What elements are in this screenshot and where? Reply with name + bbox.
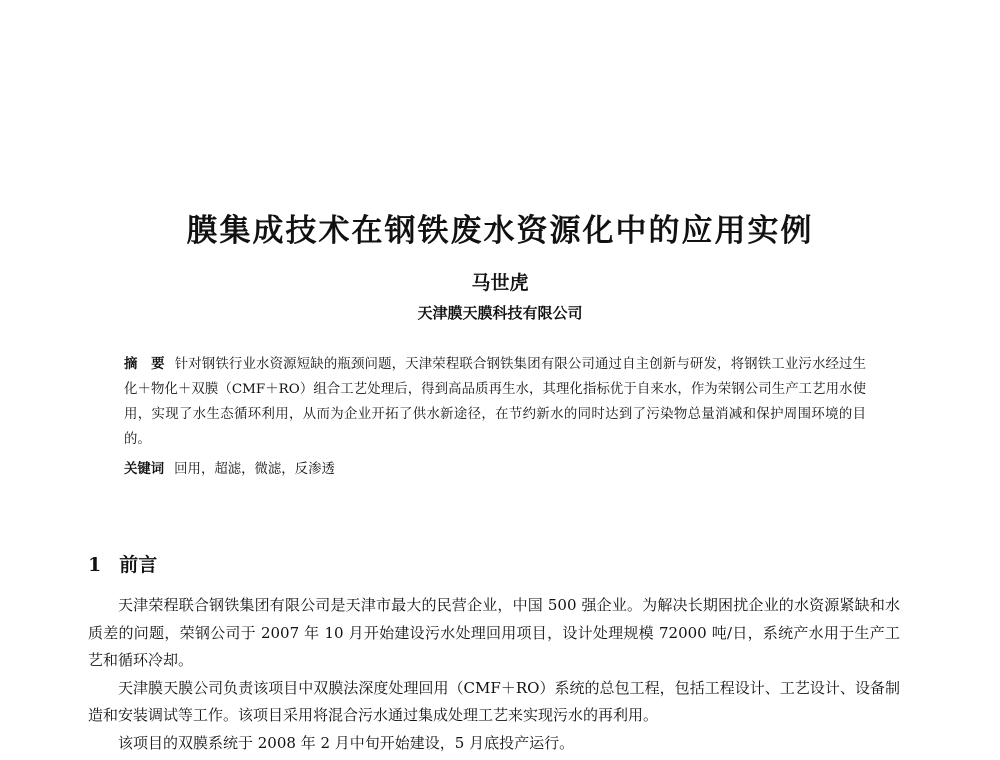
body-paragraph: 天津膜天膜公司负责该项目中双膜法深度处理回用（CMF＋RO）系统的总包工程，包括工程设计、工艺设计、设备制造和安装调试等工作。该项目采用将混合污水通过集成处理工艺来实现污水的再利用。	[88, 678, 900, 724]
keywords	[124, 457, 866, 482]
abstract	[124, 352, 866, 452]
abstract-text: 针对钢铁行业水资源短缺的瓶颈问题，天津荣程联合钢铁集团有限公司通过自主创新与研发，将钢铁工业污水经过生化＋物化＋双膜（CMF＋RO）组合工艺处理后，得到高品质再生水，其理化指标优于自来水，作为荣钢公司生产工艺用水使用，实现了水生态循环利用，从而为企业开拓了供水新途径，在节约新水的同时达到了污染物总量消减和保护周围环境的目的。	[124, 357, 867, 447]
author-affiliation: 天津膜天膜科技有限公司	[417, 304, 583, 322]
body-paragraph: 天津荣程联合钢铁集团有限公司是天津市最大的民营企业，中国 500 强企业。为解决长期困扰企业的水资源紧缺和水质差的问题，荣钢公司于 2007 年 10 月开始建设污水处理回用项目，设计处理规模 72000 吨/日，系统产水用于生产工艺和循环冷却。	[88, 596, 900, 669]
section-body	[88, 592, 900, 757]
section-heading	[88, 550, 157, 580]
abstract-label: 摘 要	[124, 356, 165, 372]
body-paragraph: 该项目的双膜系统于 2008 年 2 月中旬开始建设，5 月底投产运行。	[118, 733, 575, 752]
paper-title: 膜集成技术在钢铁废水资源化中的应用实例	[186, 212, 814, 249]
author-name: 马世虎	[471, 272, 529, 294]
section-title: 前言	[119, 553, 158, 576]
keywords-text: 回用，超滤，微滤，反渗透	[174, 462, 335, 477]
keywords-label: 关键词	[124, 461, 165, 477]
section-number: 1	[88, 553, 102, 576]
